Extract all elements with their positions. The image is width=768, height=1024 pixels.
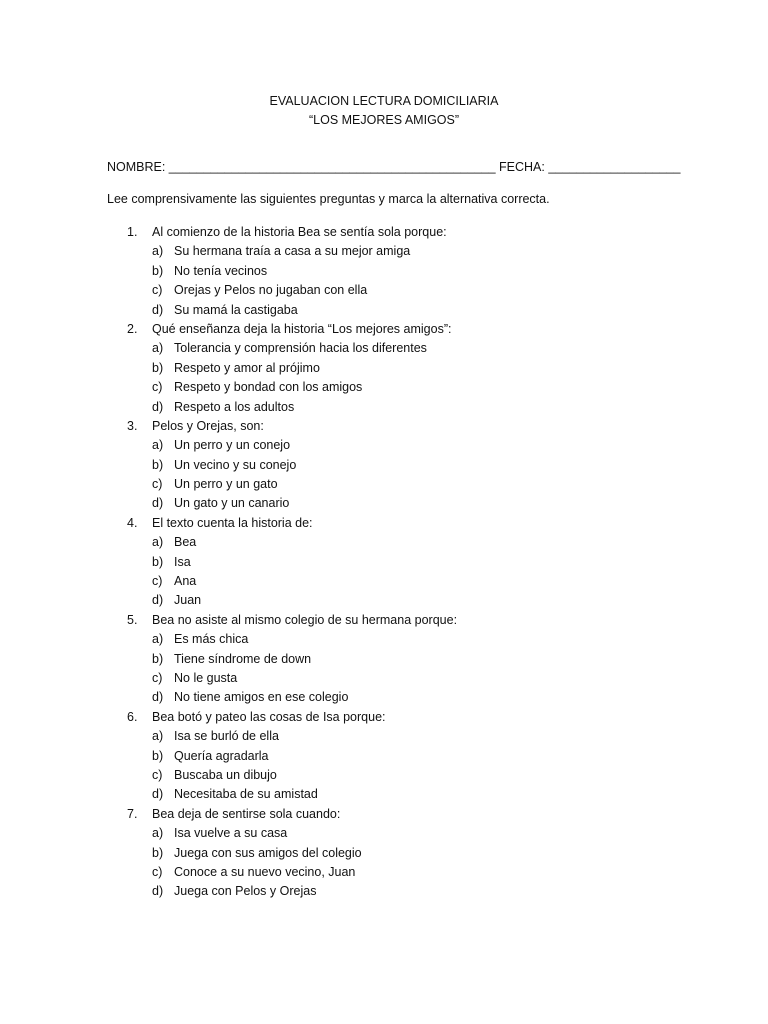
answer-option [127,785,457,804]
question-7 [127,805,457,902]
option-text: Es más chica [174,632,249,647]
answer-option [127,456,457,475]
option-text: Juan [174,593,202,608]
question-title [127,611,457,630]
question-text: Al comienzo de la historia Bea se sentía sola porque: [152,225,447,239]
option-letter: d) [152,884,164,899]
question-text: Qué enseñanza deja la historia “Los mejores amigos”: [152,321,452,336]
option-text: Juega con sus amigos del colegio [174,845,362,860]
answer-option [127,533,457,552]
option-text: No le gusta [174,670,238,685]
option-letter: c) [152,767,163,782]
answer-option [127,553,457,572]
instructions-text: Lee comprensivamente las siguientes preguntas y marca la alternativa correcta. [107,192,550,206]
answer-option [127,242,457,261]
answer-option [127,669,457,688]
name-date-line: NOMBRE: _______________________________________________ FECHA: ___________________ [107,160,681,174]
option-text: No tenía vecinos [174,263,268,278]
answer-option [127,688,457,707]
question-text: El texto cuenta la historia de: [152,515,313,530]
option-letter: a) [152,438,164,453]
option-letter: c) [152,574,163,589]
answer-option [127,572,457,591]
option-text: Isa se burló de ella [174,729,279,744]
option-text: Tiene síndrome de down [174,651,312,666]
question-list [127,223,457,902]
option-letter: a) [152,535,164,550]
option-letter: c) [152,670,163,685]
option-letter: a) [152,826,164,841]
option-letter: b) [152,651,164,666]
answer-option [127,863,457,882]
question-number: 3. [127,418,138,433]
option-letter: d) [152,593,164,608]
question-5 [127,611,457,708]
option-text: Respeto y amor al prójimo [174,360,320,375]
option-text: Isa vuelve a su casa [174,826,288,841]
question-number: 2. [127,321,138,336]
document-subtitle: “LOS MEJORES AMIGOS” [308,113,460,127]
question-6 [127,708,457,805]
option-text: Isa [174,554,191,569]
option-letter: a) [152,632,164,647]
option-letter: b) [152,554,164,569]
option-text: Bea [174,535,197,550]
option-letter: c) [152,283,163,298]
question-number: 4. [127,515,138,530]
document-title: EVALUACION LECTURA DOMICILIARIA [269,94,499,108]
option-text: No tiene amigos en ese colegio [174,690,349,705]
option-letter: b) [152,360,164,375]
answer-option [127,359,457,378]
question-text: Bea deja de sentirse sola cuando: [152,806,341,821]
answer-option [127,378,457,397]
answer-option [127,727,457,746]
question-3 [127,417,457,514]
question-2 [127,320,457,417]
answer-option [127,398,457,417]
option-text: Respeto a los adultos [174,399,295,414]
option-letter: a) [152,244,164,259]
option-letter: b) [152,263,164,278]
option-text: Un vecino y su conejo [174,457,297,472]
question-1 [127,223,457,320]
option-text: Su hermana traía a casa a su mejor amiga [174,244,411,259]
option-text: Orejas y Pelos no jugaban con ella [174,283,368,298]
question-text: Bea no asiste al mismo colegio de su hermana porque: [152,612,458,627]
answer-option [127,766,457,785]
option-text: Ana [174,574,197,589]
question-text: Pelos y Orejas, son: [152,418,264,433]
option-letter: d) [152,496,164,511]
option-letter: d) [152,399,164,414]
answer-option [127,262,457,281]
question-number: 5. [127,612,138,627]
option-letter: d) [152,302,164,317]
option-text: Respeto y bondad con los amigos [174,380,363,395]
answer-option [127,281,457,300]
answer-option [127,824,457,843]
option-letter: b) [152,457,164,472]
option-text: Su mamá la castigaba [174,302,298,317]
option-letter: d) [152,787,164,802]
option-text: Buscaba un dibujo [174,767,277,782]
answer-option [127,650,457,669]
option-letter: a) [152,341,164,356]
option-text: Necesitaba de su amistad [174,787,318,802]
option-text: Un perro y un gato [174,477,278,492]
question-title [127,708,457,727]
option-letter: d) [152,690,164,705]
answer-option [127,844,457,863]
question-4 [127,514,457,611]
option-letter: c) [152,864,163,879]
option-text: Quería agradarla [174,748,269,763]
answer-option [127,630,457,649]
answer-option [127,339,457,358]
option-letter: b) [152,748,164,763]
option-text: Un perro y un conejo [174,438,291,453]
question-number: 7. [127,806,138,821]
question-title [127,223,457,242]
option-letter: b) [152,845,164,860]
answer-option [127,494,457,513]
option-text: Conoce a su nuevo vecino, Juan [174,864,356,879]
question-title [127,320,457,339]
option-text: Juega con Pelos y Orejas [174,884,317,899]
question-title [127,514,457,533]
option-letter: c) [152,477,163,492]
question-text: Bea botó y pateo las cosas de Isa porque: [152,709,386,724]
answer-option [127,882,457,901]
option-letter: c) [152,380,163,395]
option-letter: a) [152,729,164,744]
answer-option [127,747,457,766]
question-number: 1. [127,225,138,239]
answer-option [127,436,457,455]
question-title [127,417,457,436]
question-number: 6. [127,709,138,724]
answer-option [127,301,457,320]
option-text: Tolerancia y comprensión hacia los diferentes [174,341,427,356]
answer-option [127,475,457,494]
option-text: Un gato y un canario [174,496,290,511]
answer-option [127,591,457,610]
document-header [0,92,768,130]
question-title [127,805,457,824]
